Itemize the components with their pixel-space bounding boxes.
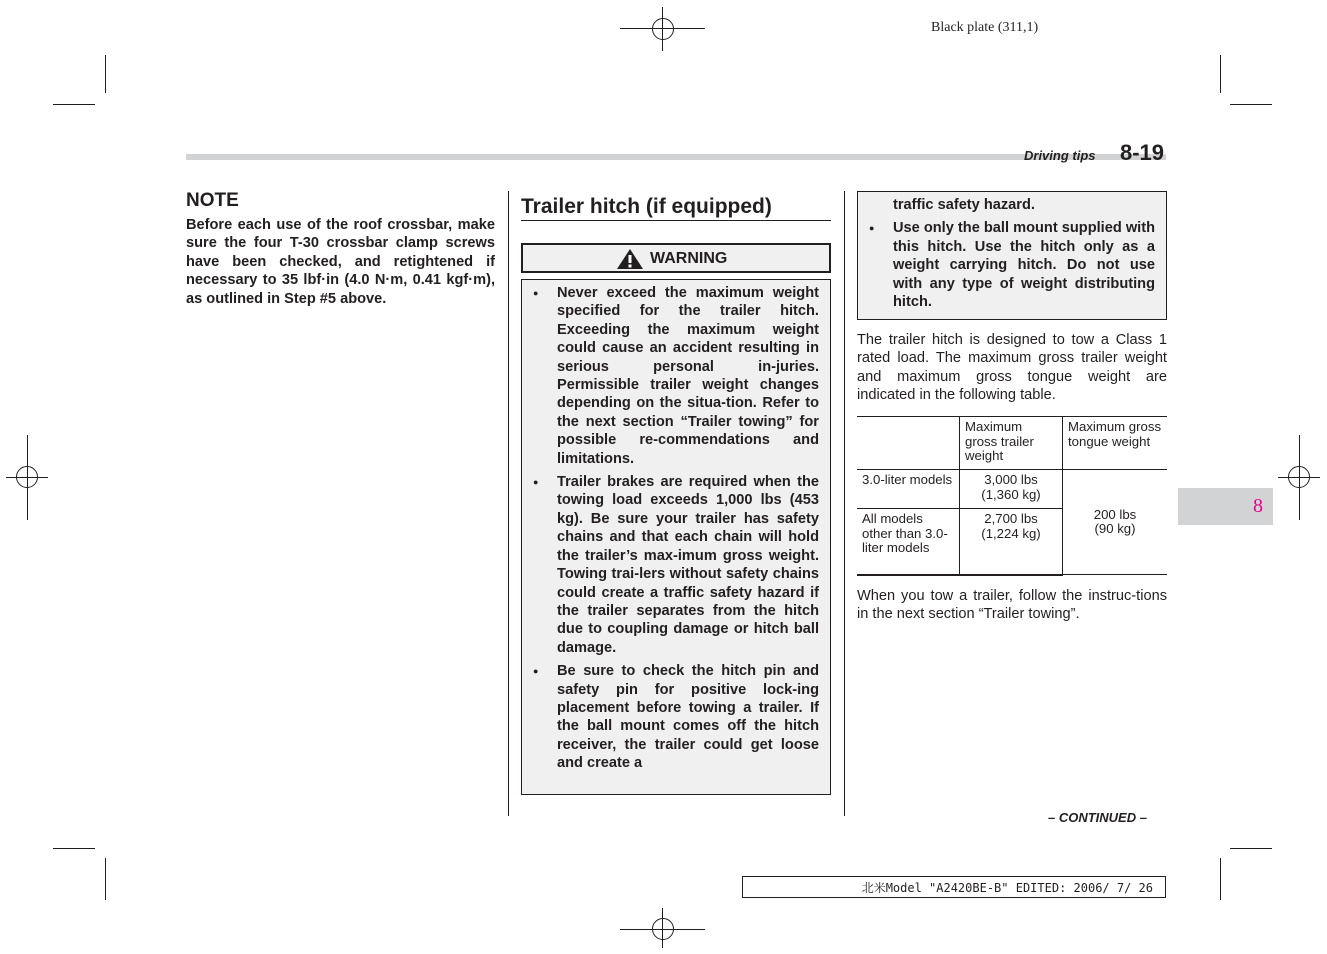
body-paragraph: The trailer hitch is designed to tow a Class 1 rated load. The maximum gross trailer weight and maximum gross tongue weight are indicated in the following table.	[857, 332, 1167, 404]
warning-item: ● Be sure to check the hitch pin and safety pin for positive lock-ing placement before towing a trailer. If the ball mount comes off the hitch receiver, the trailer could get loose and create a	[522, 662, 830, 772]
crop-mark	[53, 848, 95, 849]
crop-mark	[1230, 848, 1272, 849]
crop-mark	[105, 858, 106, 900]
header-bar	[186, 154, 1166, 160]
crop-mark	[105, 55, 106, 93]
plate-label: Black plate (311,1)	[931, 20, 1039, 35]
table-header-row	[857, 417, 1167, 470]
table-cell-model: 3.0-liter models	[857, 470, 960, 509]
footer-box	[742, 876, 1166, 898]
continued-label: – CONTINUED –	[1048, 810, 1147, 825]
table-cell-trailer-weight: 2,700 lbs (1,224 kg)	[960, 509, 1063, 575]
warning-icon	[616, 248, 644, 270]
body-paragraph: When you tow a trailer, follow the instruc-tions in the next section “Trailer towing”.	[857, 588, 1167, 623]
heading-underline	[521, 220, 831, 221]
warning-item: ● Use only the ball mount supplied with this hitch. Use the hitch only as a weight carrying hitch. Do not use with any type of weight distributing hitch.	[858, 219, 1166, 311]
crop-mark	[1220, 858, 1221, 900]
warning-header	[521, 243, 831, 273]
registration-mark	[16, 466, 38, 488]
column-divider	[844, 191, 845, 816]
crop-mark	[53, 104, 95, 105]
table-header-cell	[857, 417, 960, 470]
table-header-cell: Maximum gross trailer weight	[960, 417, 1063, 470]
table-header-cell: Maximum gross tongue weight	[1063, 417, 1168, 470]
note-heading: NOTE	[186, 190, 239, 211]
section-title: Driving tips	[1024, 148, 1096, 163]
note-text: Before each use of the roof crossbar, make sure the four T-30 crossbar clamp screws have been checked, and retightened if necessary to 35 lbf·in (4.0 N·m, 0.41 kgf·m), as outlined in Step #5 above.	[186, 217, 495, 307]
section-heading: Trailer hitch (if equipped)	[521, 195, 772, 218]
table-cell-trailer-weight: 3,000 lbs (1,360 kg)	[960, 470, 1063, 509]
registration-mark	[652, 18, 674, 40]
crop-mark	[1220, 55, 1221, 93]
table-cell-model: All models other than 3.0-liter models	[857, 509, 960, 575]
warning-item: ● Never exceed the maximum weight specified for the trailer hitch. Exceeding the maximum weight could cause an accident resulting in serious personal in-juries. Permissible trailer weight changes depending on the situa-tion. Refer to the next section “Trailer towing” for possible re-commendations and limitations.	[522, 284, 830, 468]
crop-mark	[1230, 104, 1272, 105]
warning-continued-text: traffic safety hazard.	[893, 197, 1035, 213]
registration-mark	[1288, 466, 1310, 488]
footer-text: 北米Model "A2420BE-B" EDITED: 2006/ 7/ 26	[861, 881, 1153, 895]
hitch-capacity-table	[857, 416, 1167, 576]
warning-item: ● Trailer brakes are required when the towing load exceeds 1,000 lbs (453 kg). Be sure your trailer has safety chains and that each chain will hold the trailer’s max-imum gross weight. Towing trai-lers without safety chains could create a traffic safety hazard if the trailer separates from the hitch due to coupling damage or hitch ball damage.	[522, 473, 830, 657]
table-row	[857, 470, 1167, 509]
chapter-number: 8	[1253, 495, 1263, 517]
chapter-tab	[1178, 488, 1273, 525]
warning-box-continued	[857, 191, 1167, 320]
column-divider	[508, 191, 509, 816]
registration-mark	[652, 918, 674, 940]
warning-box	[521, 279, 831, 795]
warning-label: WARNING	[650, 250, 728, 267]
page-number: 8-19	[1120, 140, 1165, 165]
table-cell-tongue-weight: 200 lbs (90 kg)	[1063, 470, 1168, 575]
